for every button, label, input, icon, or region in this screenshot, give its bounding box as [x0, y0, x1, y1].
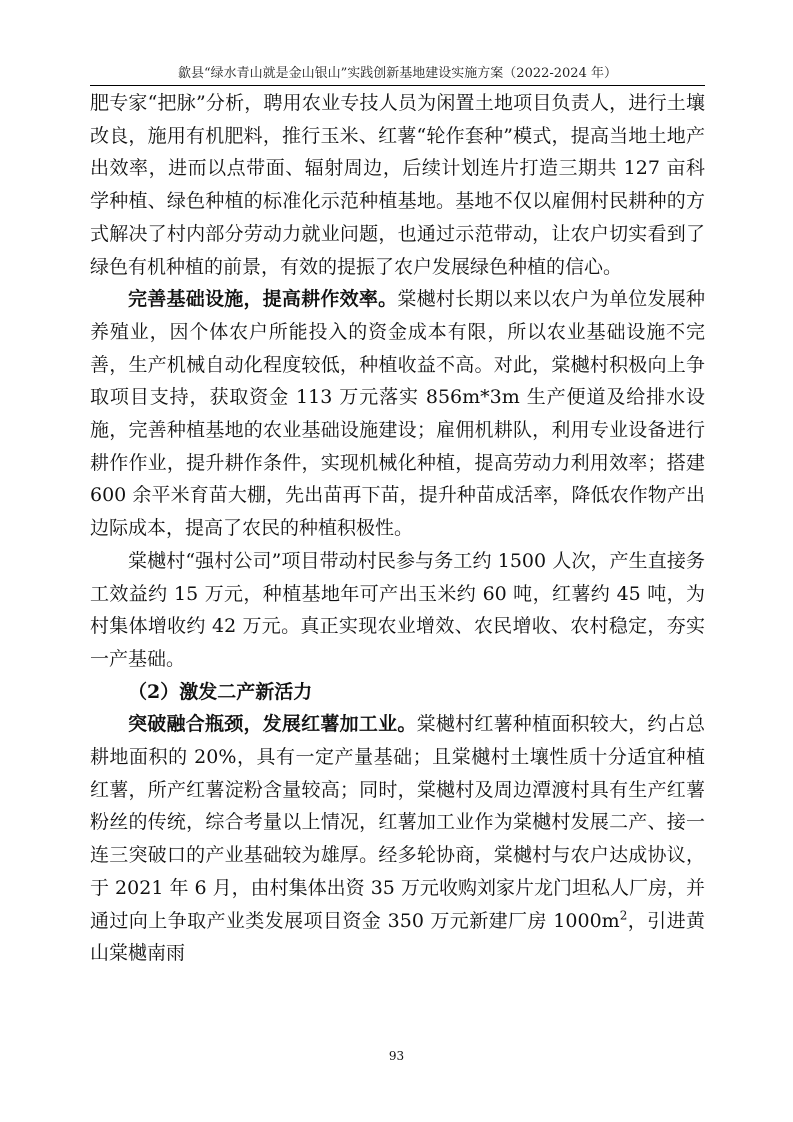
paragraph-text-infrastructure: 棠樾村长期以来以农户为单位发展种养殖业，因个体农户所能投入的资金成本有限，所以农业基础设施不完善，生产机械自动化程度较低，种植收益不高。对此，棠樾村积极向上争取项目支持，获取资金 113 万元落实 856m*3m 生产便道及给排水设施，完善种植基地的农业基础设施建设；雇佣机耕队，利用专业设备进行耕作作业，提升耕作条件，实现机械化种植，提高劳动力利用效率；搭建 600 余平米育苗大棚，先出苗再下苗，提升种苗成活率，降低农作物产出边际成本，提高了农民的种植积极性。: [90, 288, 705, 540]
paragraph-infrastructure: [90, 283, 705, 545]
body-text: [90, 87, 705, 970]
header-rule: [90, 85, 705, 86]
paragraph-results: 棠樾村“强村公司”项目带动村民参与务工约 1500 人次，产生直接务工效益约 15 万元，种植基地年可产出玉米约 60 吨，红薯约 45 吨，为村集体增收约 42 万元。真正实现农业增效、农民增收、农村稳定，夯实一产基础。: [90, 549, 705, 670]
section-subheading: （2）激发二产新活力: [128, 680, 313, 703]
superscript-two: 2: [619, 908, 628, 923]
page-number: 93: [388, 1049, 405, 1063]
paragraph-sweet-potato: [90, 708, 705, 970]
paragraph-continuation: 肥专家“把脉”分析，聘用农业专技人员为闲置土地项目负责人，进行土壤改良，施用有机肥料，推行玉米、红薯“轮作套种”模式，提高当地土地产出效率，进而以点带面、辐射周边，后续计划连片打造三期共 127 亩科学种植、绿色种植的标准化示范种植基地。基地不仅以雇佣村民耕种的方式解决了村内部分劳动力就业问题，也通过示范带动，让农户切实看到了绿色有机种植的前景，有效的提振了农户发展绿色种植的信心。: [90, 92, 705, 278]
paragraph-text-sweet-potato: 棠樾村红薯种植面积较大，约占总耕地面积的 20%，具有一定产量基础；且棠樾村土壤性质十分适宜种植红薯，所产红薯淀粉含量较高；同时，棠樾村及周边潭渡村具有生产红薯粉丝的传统，综合考量以上情况，红薯加工业作为棠樾村发展二产、接一连三突破口的产业基础较为雄厚。经多轮协商，棠樾村与农户达成协议，于 2021 年 6 月，由村集体出资 35 万元收购刘家片龙门坦私人厂房，并通过向上争取产业类发展项目资金 350 万元新建厂房 1000m: [90, 713, 705, 932]
paragraph-lead-sweet-potato: 突破融合瓶颈，发展红薯加工业。: [128, 713, 417, 736]
paragraph-tail-sweet-potato: ，引进黄山棠樾南雨: [90, 909, 705, 965]
paragraph-lead-infrastructure: 完善基础设施，提高耕作效率。: [128, 288, 398, 311]
running-header-title: 歙县“绿水青山就是金山银山”实践创新基地建设实施方案（2022-2024 年）: [178, 66, 617, 81]
